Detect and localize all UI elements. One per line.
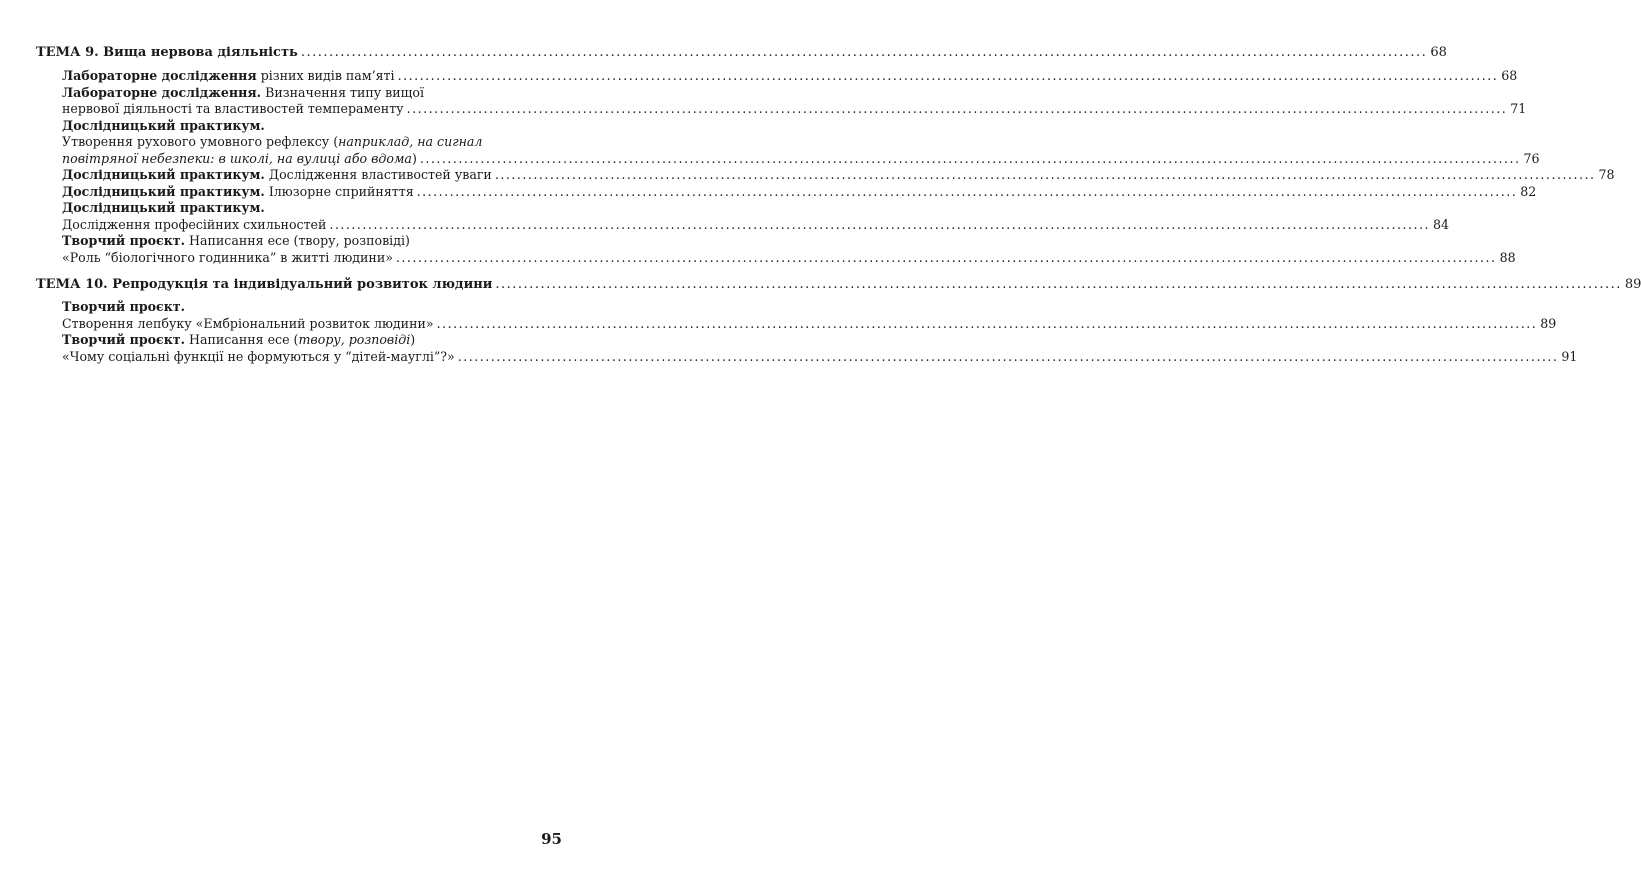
entry-text: Написання есе (твору, розповіді) — [189, 233, 410, 248]
entry-text: «Чому соціальні функції не формуються у “дітей-мауглі”?» — [62, 348, 455, 364]
toc-entry-reflex-practicum-line2 — [36, 150, 1540, 168]
entry-page: 71 — [1510, 101, 1527, 116]
entry-text: Написання есе ( — [189, 332, 299, 347]
dot-leader: ........................................................................................................................................................................................................ — [397, 68, 1499, 83]
dot-leader: ........................................................................................................................................................................................................ — [419, 150, 1521, 166]
topic-10-section — [36, 276, 1641, 365]
dot-leader: ........................................................................................................................................................................................................ — [416, 183, 1518, 199]
toc-entry-mowgli-essay-line1 — [36, 332, 568, 349]
entry-label: Дослідницький практикум. — [62, 167, 265, 182]
dot-leader: ........................................................................................................................................................................................................ — [494, 167, 1596, 182]
entry-text: «Роль “біологічного годинника” в житті людини» — [62, 249, 393, 265]
toc-entry-reflex-practicum-line1 — [36, 134, 568, 151]
entry-text-italic: наприклад, на сигнал — [338, 134, 483, 149]
page-number: 95 — [541, 830, 562, 848]
entry-text: Ілюзорне сприйняття — [268, 183, 414, 199]
entry-page: 78 — [1598, 167, 1615, 182]
entry-label: Лабораторне дослідження. — [62, 84, 262, 100]
entry-text: Дослідження професійних схильностей — [62, 216, 327, 232]
entry-page: 91 — [1561, 348, 1578, 364]
entry-text: нервової діяльності та властивостей темпераменту — [62, 101, 404, 116]
dot-leader: ........................................................................................................................................................................................................ — [300, 45, 1428, 60]
topic-9-title: ТЕМА 9. Вища нервова діяльність — [36, 45, 298, 60]
entry-label: Творчий проєкт. — [62, 233, 185, 248]
dot-leader: ........................................................................................................................................................................................................ — [495, 277, 1622, 292]
topic-10-heading — [36, 276, 1641, 293]
entry-text: Дослідження властивостей уваги — [268, 167, 492, 182]
entry-text: ) — [411, 150, 417, 166]
topic-10-title: ТЕМА 10. Репродукція та індивідуальний розвиток людини — [36, 277, 493, 292]
topic-9-heading — [36, 44, 1447, 61]
toc-entry-lapbook-project-line — [36, 315, 1557, 333]
toc-entry-mowgli-essay-line2 — [36, 348, 1578, 366]
topic-9-page: 68 — [1430, 45, 1447, 60]
entry-page: 68 — [1501, 68, 1518, 83]
entry-text: Утворення рухового умовного рефлексу ( — [62, 134, 339, 149]
topic-9-section — [36, 44, 1615, 266]
toc-entry-attention-practicum — [36, 167, 1615, 184]
entry-page: 89 — [1540, 315, 1557, 331]
dot-leader: ........................................................................................................................................................................................................ — [329, 216, 1431, 232]
entry-text: Визначення типу вищої — [265, 84, 424, 100]
entry-label: Творчий проєкт. — [62, 332, 185, 347]
entry-label: Дослідницький практикум. — [62, 200, 265, 215]
toc-entry-career-practicum-line — [36, 216, 1450, 234]
entry-label: Дослідницький практикум. — [62, 117, 265, 133]
entry-page: 82 — [1520, 183, 1537, 199]
topic-10-page: 89 — [1624, 277, 1641, 292]
toc-entry-reflex-practicum-label — [36, 118, 568, 135]
toc-entry-essay-project-line1 — [36, 233, 568, 250]
toc-entry-temperament-lab-line1 — [36, 85, 568, 102]
entry-text: Створення лепбуку «Ембріональний розвиток людини» — [62, 315, 434, 331]
entry-label: Лабораторне дослідження — [62, 68, 257, 83]
entry-text: ) — [410, 332, 416, 347]
dot-leader: ........................................................................................................................................................................................................ — [457, 348, 1559, 364]
toc-entry-memory-lab — [36, 68, 1518, 85]
entry-text-italic: повітряної небезпеки: в школі, на вулиці або вдома — [62, 150, 412, 166]
entry-text: різних видів пам’яті — [260, 68, 395, 83]
toc-entry-temperament-lab-line2 — [36, 101, 1527, 118]
toc-entry-lapbook-project-label — [36, 299, 568, 316]
dot-leader: ........................................................................................................................................................................................................ — [395, 249, 1497, 265]
dot-leader: ........................................................................................................................................................................................................ — [406, 101, 1508, 116]
entry-page: 84 — [1433, 216, 1450, 232]
entry-label: Творчий проєкт. — [62, 299, 185, 314]
entry-text-italic: твору, розповіді — [298, 332, 411, 347]
toc-entry-career-practicum-label — [36, 200, 568, 217]
entry-page: 88 — [1499, 249, 1516, 265]
toc-entry-essay-project-line2 — [36, 249, 1516, 267]
toc-entry-illusion-practicum — [36, 183, 1537, 201]
dot-leader: ........................................................................................................................................................................................................ — [436, 315, 1538, 331]
entry-label: Дослідницький практикум. — [62, 183, 265, 199]
entry-page: 76 — [1523, 150, 1540, 166]
